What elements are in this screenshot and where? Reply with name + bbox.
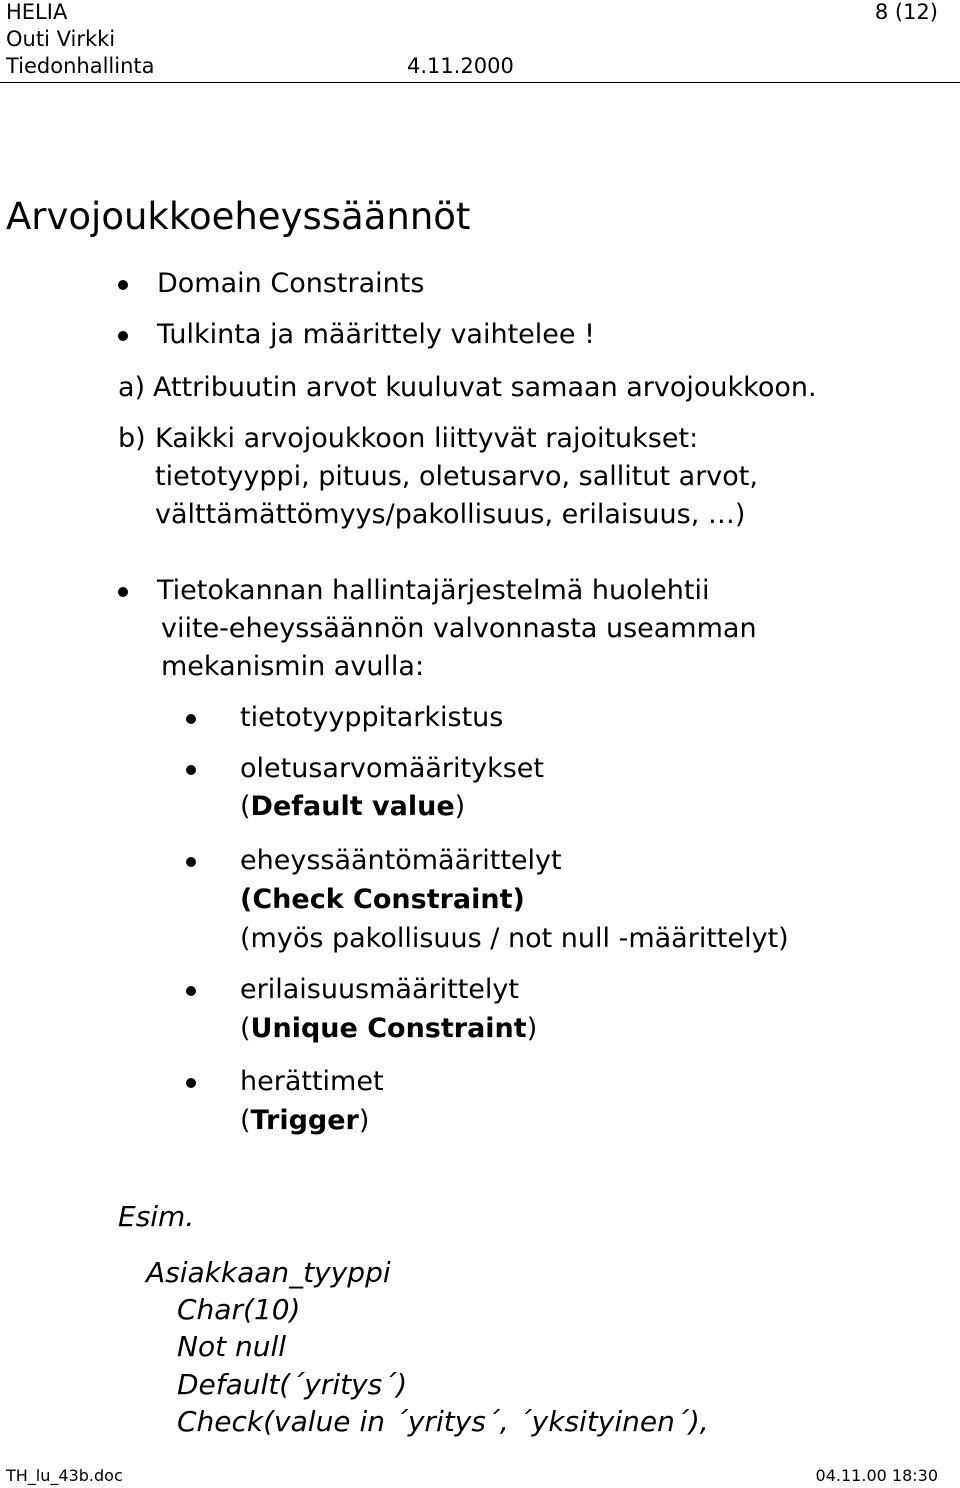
sub-bullet-dot bbox=[186, 1078, 196, 1088]
sub-item-datatype-check: tietotyyppitarkistus bbox=[240, 702, 504, 733]
bullet-dot bbox=[118, 331, 128, 341]
example-line-5: Check(value in ´yritys´, ´yksityinen´), bbox=[177, 1405, 709, 1438]
item-a-text: Attribuutin arvot kuuluvat samaan arvojoukkoon. bbox=[153, 372, 817, 403]
example-line-1: Asiakkaan_tyyppi bbox=[146, 1256, 391, 1289]
sub-item-default-values-en: (Default value) bbox=[240, 791, 466, 822]
bullet-dot bbox=[118, 280, 128, 290]
bullet-dot bbox=[118, 587, 128, 597]
example-line-4: Default(´yritys´) bbox=[177, 1368, 408, 1401]
header-course: Tiedonhallinta bbox=[6, 54, 155, 78]
example-line-3: Not null bbox=[177, 1330, 287, 1363]
bullet-interpretation: Tulkinta ja määrittely vaihtelee ! bbox=[157, 319, 595, 350]
sub-bullet-dot bbox=[186, 857, 196, 867]
bullet-dbms-line1: Tietokannan hallintajärjestelmä huolehtii bbox=[157, 575, 710, 606]
sub-item-check-constraint-en: (Check Constraint) bbox=[240, 884, 525, 915]
example-line-2: Char(10) bbox=[177, 1293, 301, 1326]
sub-item-default-values: oletusarvomääritykset bbox=[240, 753, 545, 784]
sub-item-triggers: herättimet bbox=[240, 1066, 384, 1097]
sub-item-unique-constraint-en: (Unique Constraint) bbox=[240, 1013, 538, 1044]
list-marker-b: b) bbox=[118, 423, 146, 454]
footer-timestamp: 04.11.00 18:30 bbox=[815, 1466, 938, 1485]
item-b-line1: Kaikki arvojoukkoon liittyvät rajoitukset: bbox=[155, 423, 699, 454]
footer-filename: TH_lu_43b.doc bbox=[6, 1466, 123, 1485]
sub-item-trigger-en: (Trigger) bbox=[240, 1105, 370, 1136]
bullet-dbms-line2: viite-eheyssäännön valvonnasta useamman bbox=[161, 613, 757, 644]
item-b-line2: tietotyyppi, pituus, oletusarvo, sallitut arvot, bbox=[155, 461, 758, 492]
header-rule bbox=[0, 82, 960, 83]
example-label: Esim. bbox=[118, 1200, 195, 1233]
sub-item-check-rules: eheyssääntömäärittelyt bbox=[240, 845, 562, 876]
sub-item-not-null-note: (myös pakollisuus / not null -määrittelyt) bbox=[240, 923, 789, 954]
sub-bullet-dot bbox=[186, 765, 196, 775]
header-date: 4.11.2000 bbox=[407, 54, 514, 78]
bullet-domain-constraints: Domain Constraints bbox=[157, 268, 425, 299]
sub-item-uniqueness: erilaisuusmäärittelyt bbox=[240, 974, 519, 1005]
sub-bullet-dot bbox=[186, 986, 196, 996]
list-marker-a: a) bbox=[118, 372, 146, 403]
item-b-line3: välttämättömyys/pakollisuus, erilaisuus, …) bbox=[155, 499, 746, 530]
header-author: Outi Virkki bbox=[6, 27, 116, 51]
sub-bullet-dot bbox=[186, 714, 196, 724]
bullet-dbms-line3: mekanismin avulla: bbox=[161, 651, 425, 682]
header-page-number: 8 (12) bbox=[874, 0, 938, 24]
page-title: Arvojoukkoeheyssäännöt bbox=[6, 195, 471, 238]
header-org: HELIA bbox=[6, 0, 68, 24]
